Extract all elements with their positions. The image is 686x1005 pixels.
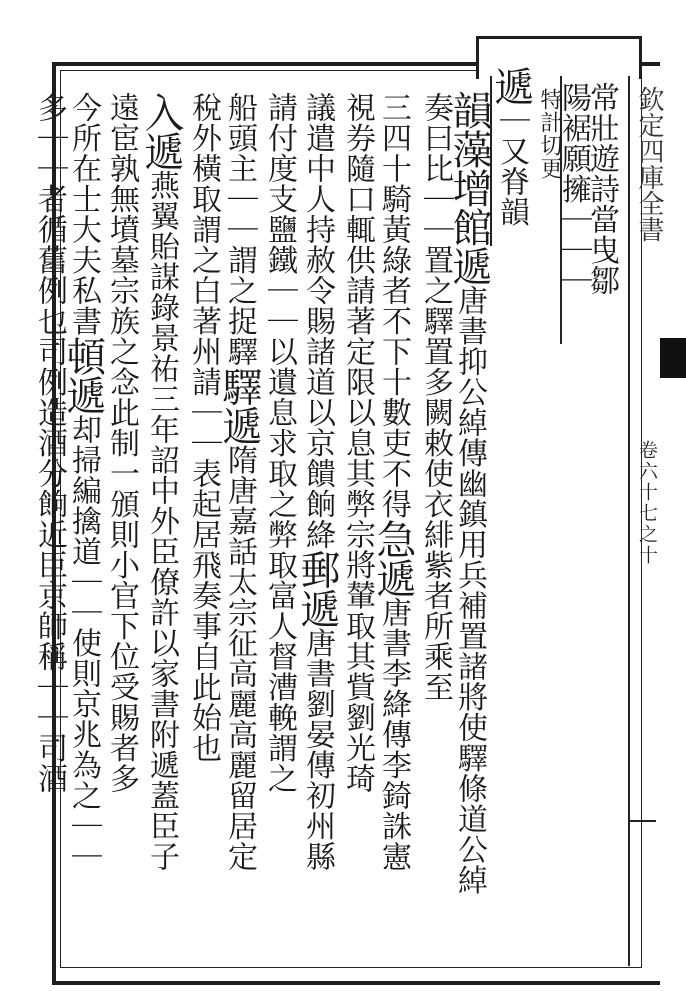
headword: 急遞: [370, 519, 416, 597]
headword: 入遞: [138, 92, 184, 170]
text-segment: 隋唐嘉話太宗征高麗高麗留居定: [222, 444, 257, 872]
text-segment: 陽裾願擁｜｜｜: [556, 82, 591, 296]
headword: 驛遞: [216, 366, 262, 445]
text-segment: 取富人督漕輓謂之: [262, 549, 297, 794]
text-segment: 三四十騎黃綠者不下十數吏不得: [376, 92, 411, 519]
headword: 韻藻增館遞: [446, 90, 492, 285]
text-segment: 宗將輦取其貲劉光琦: [340, 519, 375, 794]
text-segment: 特計切更: [537, 88, 562, 180]
text-column: [262, 92, 296, 794]
text-segment: 奏曰比｜｜置之驛置多闕敕使衣緋紫者所乘至: [418, 92, 453, 702]
text-column: [340, 92, 374, 794]
text-segment: 視券隨口輒供請著定限以息其弊: [340, 92, 375, 519]
text-segment: 却掃編擒道｜｜使則京兆為之｜｜: [66, 414, 101, 872]
text-column: [294, 92, 340, 872]
headword: 頓遞: [60, 336, 106, 414]
volume-label: 卷六十七之十: [636, 440, 658, 566]
text-segment: 司例造酒分餉近臣京師稱｜｜司酒: [32, 336, 67, 794]
text-column: [532, 88, 566, 180]
text-segment: 議遣中人持赦令賜諸道以京饋餉絳: [300, 92, 335, 550]
text-column: [488, 66, 534, 227]
text-segment: 常壯遊詩當曳鄒: [584, 82, 619, 296]
text-column: [138, 92, 184, 872]
text-column: [216, 92, 262, 872]
text-segment: 唐書劉晏傳初州縣: [300, 627, 335, 872]
book-title: 欽定四庫全書: [634, 86, 664, 242]
text-segment: 請付度支鹽鐵｜｜以遺息求取之弊: [262, 92, 297, 550]
text-segment: 稅外橫取謂之白著: [186, 92, 221, 336]
text-segment: 遠宦孰無墳墓宗族之念此制一頒則小官下位受賜者多: [104, 92, 139, 794]
text-column: [370, 92, 416, 872]
text-segment: 唐書李絳傳李錡誅憲: [376, 597, 411, 872]
text-column: [186, 92, 220, 763]
text-column: [418, 92, 452, 702]
headword: 遞: [488, 66, 534, 105]
text-segment: 船頭主｜｜謂之捉驛: [222, 92, 257, 367]
text-column: [60, 92, 106, 872]
text-segment: 唐書抑公綽傳幽鎮用兵補置諸將使驛條道公綽: [452, 285, 487, 895]
headword: 郵遞: [294, 549, 340, 628]
text-segment: 今所在士大夫私書: [66, 92, 101, 336]
text-column: [446, 90, 492, 895]
text-segment: ｜又脊韻: [494, 105, 529, 227]
margin-rule: [628, 820, 656, 822]
text-column: [32, 92, 66, 794]
text-segment: 州請｜｜表起居飛奏事自此始也: [186, 336, 221, 763]
text-column: [104, 92, 138, 794]
text-segment: 多｜｜者循舊例也: [32, 92, 67, 336]
text-segment: 燕翼貽謀錄景祐三年詔中外臣僚許以家書附遞蓋臣子: [144, 170, 179, 872]
